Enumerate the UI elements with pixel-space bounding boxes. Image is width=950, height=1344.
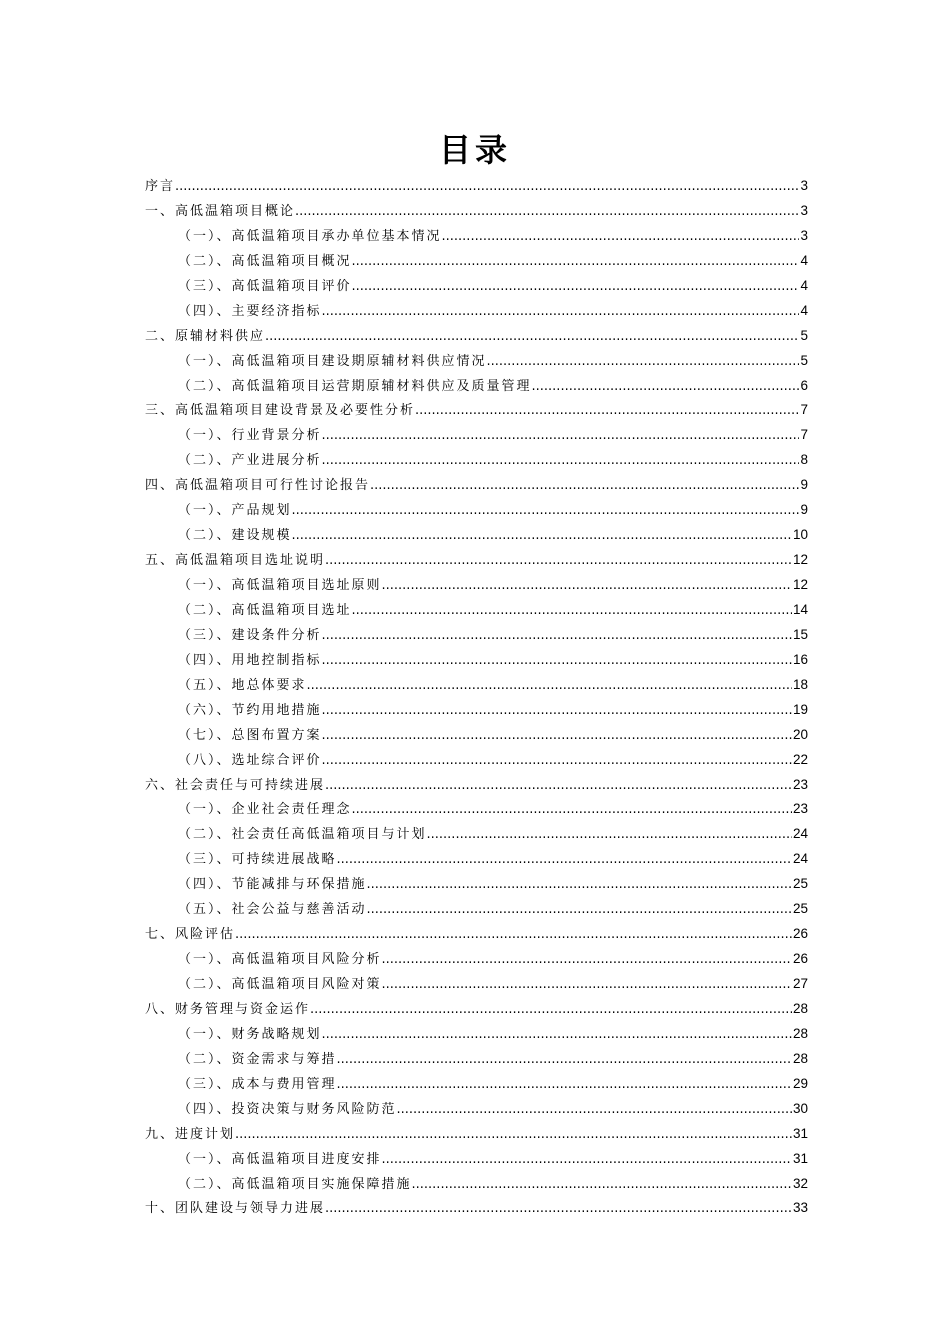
toc-chapter-entry[interactable] [145, 997, 808, 1022]
toc-entry-title: （一）、高低温箱项目风险分析 [178, 952, 382, 968]
toc-page-number: 30 [792, 1100, 808, 1116]
toc-entry-title: 二、原辅材料供应 [145, 328, 266, 344]
toc-page-number: 5 [800, 327, 808, 343]
toc-dot-leader [352, 798, 792, 823]
toc-chapter-entry[interactable] [145, 548, 808, 573]
toc-section-entry[interactable] [145, 1172, 808, 1197]
toc-page-number: 26 [792, 951, 808, 967]
toc-page-number: 12 [792, 577, 808, 592]
toc-entry-title: （一）、行业背景分析 [178, 428, 322, 444]
toc-section-entry[interactable] [145, 872, 808, 897]
toc-page-number: 5 [800, 352, 808, 368]
toc-dot-leader [322, 424, 800, 449]
toc-section-entry[interactable] [145, 423, 808, 448]
toc-entry-title: （八）、选址综合评价 [178, 752, 322, 768]
toc-section-entry[interactable] [145, 1022, 808, 1047]
toc-section-entry[interactable] [145, 299, 808, 324]
toc-dot-leader [322, 649, 792, 674]
toc-entry-title: （四）、投资决策与财务风险防范 [178, 1101, 397, 1117]
toc-page-number: 25 [792, 901, 808, 917]
toc-dot-leader [337, 848, 792, 873]
toc-entry-title: （二）、高低温箱项目概况 [178, 253, 352, 269]
toc-dot-leader [322, 699, 792, 724]
toc-dot-leader [427, 823, 792, 848]
toc-entry-title: （一）、财务战略规划 [178, 1026, 322, 1042]
toc-dot-leader [367, 873, 792, 898]
toc-entry-title: （二）、建设规模 [178, 528, 292, 544]
toc-chapter-entry[interactable] [145, 324, 808, 349]
toc-entry-title: 九、进度计划 [145, 1126, 236, 1142]
toc-page-number: 27 [792, 976, 808, 991]
toc-page-number: 7 [800, 402, 808, 418]
toc-page-number: 18 [792, 676, 808, 692]
toc-entry-title: 十、团队建设与领导力进展 [145, 1201, 326, 1217]
toc-section-entry[interactable] [145, 947, 808, 972]
toc-entry-title: （四）、主要经济指标 [178, 303, 322, 319]
toc-chapter-entry[interactable] [145, 1196, 808, 1221]
toc-dot-leader [487, 350, 800, 375]
toc-entry-title: 三、高低温箱项目建设背景及必要性分析 [145, 403, 416, 419]
toc-entry-title: （一）、高低温箱项目选址原则 [178, 578, 382, 593]
toc-dot-leader [382, 574, 792, 599]
toc-page-number: 14 [792, 601, 808, 617]
toc-dot-leader [322, 1023, 792, 1048]
toc-section-entry[interactable] [145, 698, 808, 723]
toc-dot-leader [442, 225, 800, 250]
toc-section-entry[interactable] [145, 573, 808, 598]
toc-title: 目录 [438, 131, 511, 169]
toc-dot-leader [265, 325, 799, 350]
toc-page-number: 33 [792, 1200, 808, 1216]
toc-page-number: 32 [792, 1175, 808, 1191]
toc-page-number: 28 [792, 1050, 808, 1066]
toc-section-entry[interactable] [145, 249, 808, 274]
toc-section-entry[interactable] [145, 1047, 808, 1072]
toc-section-entry[interactable] [145, 723, 808, 748]
toc-entry-title: （六）、节约用地措施 [178, 702, 322, 718]
toc-entry-title: 五、高低温箱项目选址说明 [145, 553, 326, 569]
toc-chapter-entry[interactable] [145, 174, 808, 199]
toc-entry-title: 七、风险评估 [145, 927, 236, 943]
toc-dot-leader [412, 1173, 792, 1198]
toc-chapter-entry[interactable] [145, 398, 808, 423]
toc-chapter-entry[interactable] [145, 473, 808, 498]
toc-page-number: 3 [800, 178, 808, 193]
toc-section-entry[interactable] [145, 224, 808, 249]
toc-entry-title: 八、财务管理与资金运作 [145, 1001, 311, 1017]
toc-dot-leader [322, 724, 792, 749]
toc-page-number: 16 [792, 651, 808, 667]
toc-page-number: 4 [800, 302, 808, 318]
toc-dot-leader [532, 375, 800, 400]
toc-section-entry[interactable] [145, 498, 808, 523]
toc-entry-title: 序言 [145, 179, 176, 194]
toc-chapter-entry[interactable] [145, 773, 808, 798]
toc-entry-title: （三）、成本与费用管理 [178, 1076, 337, 1092]
toc-entry-title: （五）、地总体要求 [178, 677, 307, 693]
toc-page-number: 23 [792, 776, 808, 792]
toc-dot-leader [352, 599, 792, 624]
toc-dot-leader [322, 300, 800, 325]
toc-dot-leader [382, 948, 792, 973]
toc-section-entry[interactable] [145, 972, 808, 997]
toc-page-number: 19 [792, 701, 808, 717]
toc-dot-leader [352, 250, 800, 275]
toc-section-entry[interactable] [145, 623, 808, 648]
toc-section-entry[interactable] [145, 673, 808, 698]
toc-page-number: 10 [792, 527, 808, 543]
toc-entry-title: （三）、可持续进展战略 [178, 852, 337, 868]
toc-chapter-entry[interactable] [145, 199, 808, 224]
toc-entry-title: （一）、高低温箱项目承办单位基本情况 [178, 228, 442, 244]
toc-section-entry[interactable] [145, 648, 808, 673]
toc-section-entry[interactable] [145, 374, 808, 399]
toc-entry-title: （二）、高低温箱项目运营期原辅材料供应及质量管理 [178, 378, 532, 394]
toc-dot-leader [307, 674, 792, 699]
toc-page-number: 25 [792, 876, 808, 892]
toc-page-number: 24 [792, 851, 808, 867]
toc-entry-title: （一）、产品规划 [178, 503, 292, 519]
toc-section-entry[interactable] [145, 523, 808, 548]
toc-chapter-entry[interactable] [145, 1122, 808, 1147]
toc-page-number: 8 [800, 452, 808, 468]
toc-page-number: 24 [792, 826, 808, 842]
toc-page-number: 20 [792, 726, 808, 742]
toc-dot-leader [292, 499, 800, 524]
toc-entry-title: （二）、高低温箱项目风险对策 [178, 977, 382, 992]
toc-section-entry[interactable] [145, 1097, 808, 1122]
toc-page-number: 4 [800, 277, 808, 293]
toc-dot-leader [322, 624, 792, 649]
toc-entry-title: （二）、产业进展分析 [178, 453, 322, 469]
toc-dot-leader [322, 749, 792, 774]
toc-entry-title: 一、高低温箱项目概论 [145, 203, 296, 219]
toc-page-number: 22 [792, 751, 808, 767]
toc-page-number: 28 [792, 1025, 808, 1041]
toc-dot-leader [295, 200, 799, 225]
toc-dot-leader [382, 973, 792, 998]
toc-dot-leader [235, 1123, 792, 1148]
toc-dot-leader [352, 275, 800, 300]
toc-dot-leader [325, 549, 792, 574]
toc-section-entry[interactable] [145, 349, 808, 374]
toc-page-number: 3 [800, 202, 808, 218]
toc-entry-title: 四、高低温箱项目可行性讨论报告 [145, 478, 371, 494]
toc-page-number: 6 [800, 377, 808, 393]
toc-section-entry[interactable] [145, 797, 808, 822]
toc-page-number: 4 [800, 252, 808, 268]
toc-section-entry[interactable] [145, 274, 808, 299]
toc-section-entry[interactable] [145, 598, 808, 623]
toc-page-number: 31 [792, 1150, 808, 1166]
toc-dot-leader [397, 1098, 792, 1123]
toc-entry-title: （一）、企业社会责任理念 [178, 802, 352, 818]
toc-entry-title: （二）、资金需求与筹措 [178, 1051, 337, 1067]
toc-section-entry[interactable] [145, 847, 808, 872]
toc-dot-leader [382, 1148, 792, 1173]
toc-dot-leader [322, 449, 800, 474]
toc-page-number: 31 [792, 1125, 808, 1141]
toc-list [145, 174, 808, 1221]
toc-entry-title: （二）、高低温箱项目选址 [178, 602, 352, 618]
toc-page-number: 9 [800, 477, 808, 493]
toc-section-entry[interactable] [145, 897, 808, 922]
toc-entry-title: （七）、总图布置方案 [178, 727, 322, 743]
toc-dot-leader [337, 1048, 792, 1073]
toc-page-number: 3 [800, 227, 808, 243]
toc-entry-title: （四）、用地控制指标 [178, 652, 322, 668]
toc-dot-leader [235, 923, 792, 948]
toc-chapter-entry[interactable] [145, 922, 808, 947]
toc-dot-leader [325, 1197, 792, 1222]
toc-dot-leader [337, 1073, 792, 1098]
toc-section-entry[interactable] [145, 448, 808, 473]
toc-dot-leader [370, 474, 799, 499]
toc-section-entry[interactable] [145, 748, 808, 773]
toc-entry-title: （三）、建设条件分析 [178, 627, 322, 643]
toc-entry-title: （五）、社会公益与慈善活动 [178, 902, 367, 918]
toc-entry-title: （一）、高低温箱项目建设期原辅材料供应情况 [178, 353, 487, 369]
toc-page-number: 7 [800, 427, 808, 443]
toc-dot-leader [367, 898, 792, 923]
toc-page-number: 12 [792, 552, 808, 568]
toc-page-number: 15 [792, 626, 808, 642]
toc-entry-title: （三）、高低温箱项目评价 [178, 278, 352, 294]
toc-dot-leader [292, 524, 792, 549]
toc-dot-leader [175, 175, 799, 200]
toc-section-entry[interactable] [145, 1072, 808, 1097]
toc-page-number: 28 [792, 1000, 808, 1016]
toc-page-number: 23 [792, 801, 808, 817]
toc-section-entry[interactable] [145, 822, 808, 847]
toc-dot-leader [325, 774, 792, 799]
toc-page-number: 26 [792, 926, 808, 942]
toc-entry-title: （四）、节能减排与环保措施 [178, 877, 367, 893]
toc-entry-title: （二）、社会责任高低温箱项目与计划 [178, 827, 427, 843]
toc-page-number: 9 [800, 502, 808, 518]
toc-section-entry[interactable] [145, 1147, 808, 1172]
toc-page-number: 29 [792, 1075, 808, 1091]
toc-entry-title: 六、社会责任与可持续进展 [145, 777, 326, 793]
toc-dot-leader [310, 998, 792, 1023]
toc-entry-title: （二）、高低温箱项目实施保障措施 [178, 1176, 412, 1192]
toc-entry-title: （一）、高低温箱项目进度安排 [178, 1151, 382, 1167]
toc-dot-leader [415, 399, 799, 424]
